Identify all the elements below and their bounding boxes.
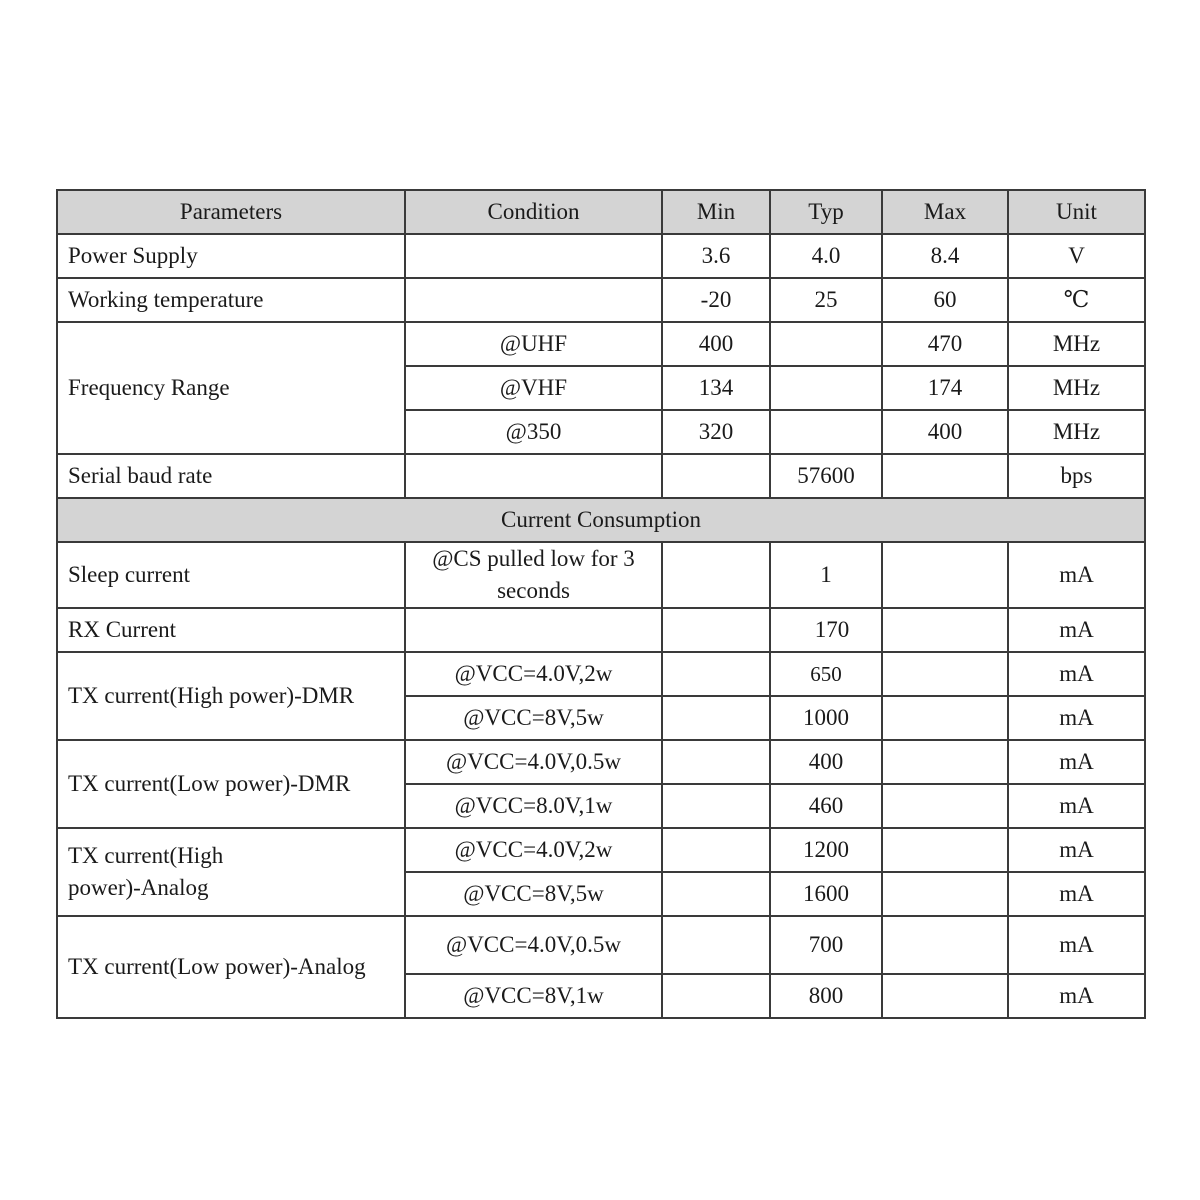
max-cell: 470 xyxy=(882,322,1008,366)
typ-cell: 25 xyxy=(770,278,882,322)
condition-cell xyxy=(405,454,662,498)
min-cell xyxy=(662,916,770,974)
condition-cell: @VHF xyxy=(405,366,662,410)
max-cell: 60 xyxy=(882,278,1008,322)
condition-cell xyxy=(405,278,662,322)
unit-cell: MHz xyxy=(1008,322,1145,366)
table-row xyxy=(57,234,1145,278)
param-cell: TX current(Low power)-DMR xyxy=(57,740,405,828)
unit-cell: V xyxy=(1008,234,1145,278)
typ-cell: 800 xyxy=(770,974,882,1018)
param-cell: Power Supply xyxy=(57,234,405,278)
condition-cell: @CS pulled low for 3 seconds xyxy=(405,542,662,608)
param-cell: RX Current xyxy=(57,608,405,652)
header-max: Max xyxy=(882,190,1008,234)
typ-cell: 460 xyxy=(770,784,882,828)
table-bottom-rule xyxy=(56,1017,1144,1019)
condition-cell: @VCC=4.0V,2w xyxy=(405,828,662,872)
typ-cell: 1000 xyxy=(770,696,882,740)
typ-cell: 4.0 xyxy=(770,234,882,278)
condition-cell: @VCC=4.0V,2w xyxy=(405,652,662,696)
typ-cell: 400 xyxy=(770,740,882,784)
condition-cell xyxy=(405,234,662,278)
max-cell xyxy=(882,740,1008,784)
condition-cell: @VCC=8.0V,1w xyxy=(405,784,662,828)
max-cell xyxy=(882,872,1008,916)
condition-cell: @VCC=8V,5w xyxy=(405,696,662,740)
min-cell: 134 xyxy=(662,366,770,410)
min-cell: 3.6 xyxy=(662,234,770,278)
param-cell: Sleep current xyxy=(57,542,405,608)
max-cell xyxy=(882,542,1008,608)
spec-table xyxy=(56,189,1146,1019)
param-cell: Serial baud rate xyxy=(57,454,405,498)
max-cell xyxy=(882,696,1008,740)
table-row xyxy=(57,454,1145,498)
unit-cell: ℃ xyxy=(1008,278,1145,322)
param-cell: Working temperature xyxy=(57,278,405,322)
typ-cell xyxy=(770,366,882,410)
typ-cell: 170 xyxy=(770,608,882,652)
max-cell: 400 xyxy=(882,410,1008,454)
param-cell: TX current(Low power)-Analog xyxy=(57,916,405,1018)
header-condition: Condition xyxy=(405,190,662,234)
typ-cell: 57600 xyxy=(770,454,882,498)
max-cell xyxy=(882,916,1008,974)
param-text: TX current(High power)-Analog xyxy=(68,843,224,901)
unit-cell: mA xyxy=(1008,916,1145,974)
table-row xyxy=(57,652,1145,696)
unit-cell: mA xyxy=(1008,974,1145,1018)
min-cell xyxy=(662,828,770,872)
min-cell xyxy=(662,652,770,696)
min-cell: 400 xyxy=(662,322,770,366)
table-row xyxy=(57,278,1145,322)
header-unit: Unit xyxy=(1008,190,1145,234)
param-cell: Frequency Range xyxy=(57,322,405,454)
max-cell xyxy=(882,454,1008,498)
condition-cell: @UHF xyxy=(405,322,662,366)
param-cell: TX current(High power)-DMR xyxy=(57,652,405,740)
condition-cell: @VCC=8V,5w xyxy=(405,872,662,916)
min-cell xyxy=(662,454,770,498)
header-parameters: Parameters xyxy=(57,190,405,234)
min-cell xyxy=(662,740,770,784)
unit-cell: mA xyxy=(1008,828,1145,872)
max-cell xyxy=(882,608,1008,652)
min-cell xyxy=(662,696,770,740)
unit-cell: MHz xyxy=(1008,366,1145,410)
max-cell xyxy=(882,974,1008,1018)
min-cell xyxy=(662,872,770,916)
min-cell: -20 xyxy=(662,278,770,322)
typ-cell: 1600 xyxy=(770,872,882,916)
condition-cell: @VCC=4.0V,0.5w xyxy=(405,740,662,784)
typ-cell xyxy=(770,410,882,454)
unit-cell: MHz xyxy=(1008,410,1145,454)
min-cell xyxy=(662,608,770,652)
condition-cell xyxy=(405,608,662,652)
typ-cell: 650 xyxy=(770,652,882,696)
max-cell xyxy=(882,828,1008,872)
header-typ: Typ xyxy=(770,190,882,234)
min-cell xyxy=(662,784,770,828)
unit-cell: mA xyxy=(1008,608,1145,652)
param-cell xyxy=(57,828,405,916)
condition-cell: @VCC=4.0V,0.5w xyxy=(405,916,662,974)
section-title: Current Consumption xyxy=(57,498,1145,542)
max-cell xyxy=(882,784,1008,828)
table-row xyxy=(57,322,1145,366)
unit-cell: mA xyxy=(1008,652,1145,696)
section-row xyxy=(57,498,1145,542)
header-row xyxy=(57,190,1145,234)
unit-cell: mA xyxy=(1008,696,1145,740)
max-cell xyxy=(882,652,1008,696)
condition-cell: @VCC=8V,1w xyxy=(405,974,662,1018)
typ-cell: 1200 xyxy=(770,828,882,872)
table-row xyxy=(57,542,1145,608)
unit-cell: mA xyxy=(1008,784,1145,828)
min-cell: 320 xyxy=(662,410,770,454)
min-cell xyxy=(662,974,770,1018)
typ-cell: 700 xyxy=(770,916,882,974)
condition-cell: @350 xyxy=(405,410,662,454)
unit-cell: bps xyxy=(1008,454,1145,498)
max-cell: 8.4 xyxy=(882,234,1008,278)
table-row xyxy=(57,916,1145,974)
unit-cell: mA xyxy=(1008,542,1145,608)
table-row xyxy=(57,608,1145,652)
typ-cell: 1 xyxy=(770,542,882,608)
header-min: Min xyxy=(662,190,770,234)
unit-cell: mA xyxy=(1008,740,1145,784)
max-cell: 174 xyxy=(882,366,1008,410)
unit-cell: mA xyxy=(1008,872,1145,916)
table-row xyxy=(57,740,1145,784)
table-row xyxy=(57,828,1145,872)
typ-cell xyxy=(770,322,882,366)
min-cell xyxy=(662,542,770,608)
